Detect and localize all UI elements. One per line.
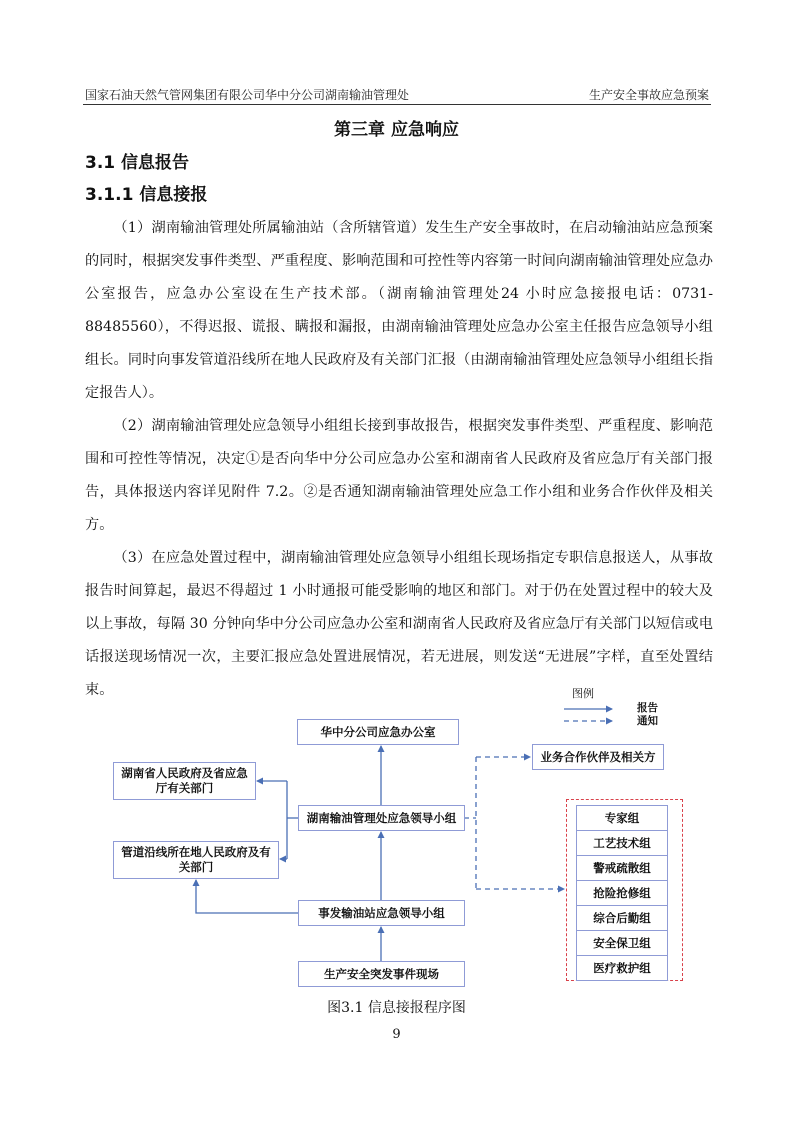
team-item: 专家组	[577, 806, 667, 831]
node-central-office: 华中分公司应急办公室	[297, 719, 459, 745]
subsection-title: 3.1.1 信息接报	[85, 185, 208, 205]
section-title: 3.1 信息报告	[85, 153, 190, 173]
arrow-station-to-local-gov	[196, 880, 298, 913]
node-local-gov: 管道沿线所在地人民政府及有关部门	[113, 841, 279, 879]
paragraph-1: （1）湖南输油管理处所属输油站（含所辖管道）发生生产安全事故时，在启动输油站应急预案的同时，根据突发事件类型、严重程度、影响范围和可控性等内容第一时间向湖南输油管理处应急办公室报告，应急办公室设在生产技术部。（湖南输油管理处24 小时应急接报电话：0731-88485560），不得迟报、谎报、瞒报和漏报，由湖南输油管理处应急办公室主任报告应急领导小组组长。同时向事发管道沿线所在地人民政府及有关部门汇报（由湖南输油管理处应急领导小组组长指定报告人）。	[85, 220, 713, 401]
node-province-gov: 湖南省人民政府及省应急厅有关部门	[113, 762, 256, 800]
team-item: 工艺技术组	[577, 831, 667, 856]
legend-title: 图例	[572, 687, 594, 700]
header-right: 生产安全事故应急预案	[588, 88, 709, 102]
legend-notify-label: 通知	[637, 715, 658, 727]
team-item: 综合后勤组	[577, 906, 667, 931]
header-left: 国家石油天然气管网集团有限公司华中分公司湖南输油管理处	[85, 88, 410, 102]
paragraph-3: （3）在应急处置过程中，湖南输油管理处应急领导小组组长现场指定专职信息报送人，从事故报告时间算起，最迟不得超过 1 小时通报可能受影响的地区和部门。对于仍在处置过程中的较大及以上事故，每隔 30 分钟向华中分公司应急办公室和湖南省人民政府及省应急厅有关部门以短信或电话报送现场情况一次，主要汇报应急处置进展情况，若无进展，则发送“无进展”字样，直至处置结束。	[85, 550, 713, 698]
node-partners: 业务合作伙伴及相关方	[532, 744, 664, 770]
node-station-leader-group: 事发输油站应急领导小组	[298, 900, 465, 926]
figure-caption: 图3.1 信息接报程序图	[327, 1000, 466, 1016]
paragraph-2: （2）湖南输油管理处应急领导小组组长接到事故报告，根据突发事件类型、严重程度、影响范围和可控性等情况，决定①是否向华中分公司应急办公室和湖南省人民政府及省应急厅有关部门报告，具体报送内容详见附件 7.2。②是否通知湖南输油管理处应急工作小组和业务合作伙伴及相关方。	[85, 418, 713, 533]
chapter-title: 第三章 应急响应	[334, 120, 459, 140]
team-item: 抢险抢修组	[577, 881, 667, 906]
team-item: 警戒疏散组	[577, 856, 667, 881]
node-hunan-leader-group: 湖南输油管理处应急领导小组	[298, 805, 465, 831]
node-incident-site: 生产安全突发事件现场	[298, 961, 465, 987]
team-item: 医疗救护组	[593, 961, 651, 975]
page-number: 9	[392, 1027, 401, 1042]
teams-list	[576, 805, 668, 981]
legend-report-label: 报告	[637, 702, 658, 714]
team-item: 安全保卫组	[577, 931, 667, 956]
